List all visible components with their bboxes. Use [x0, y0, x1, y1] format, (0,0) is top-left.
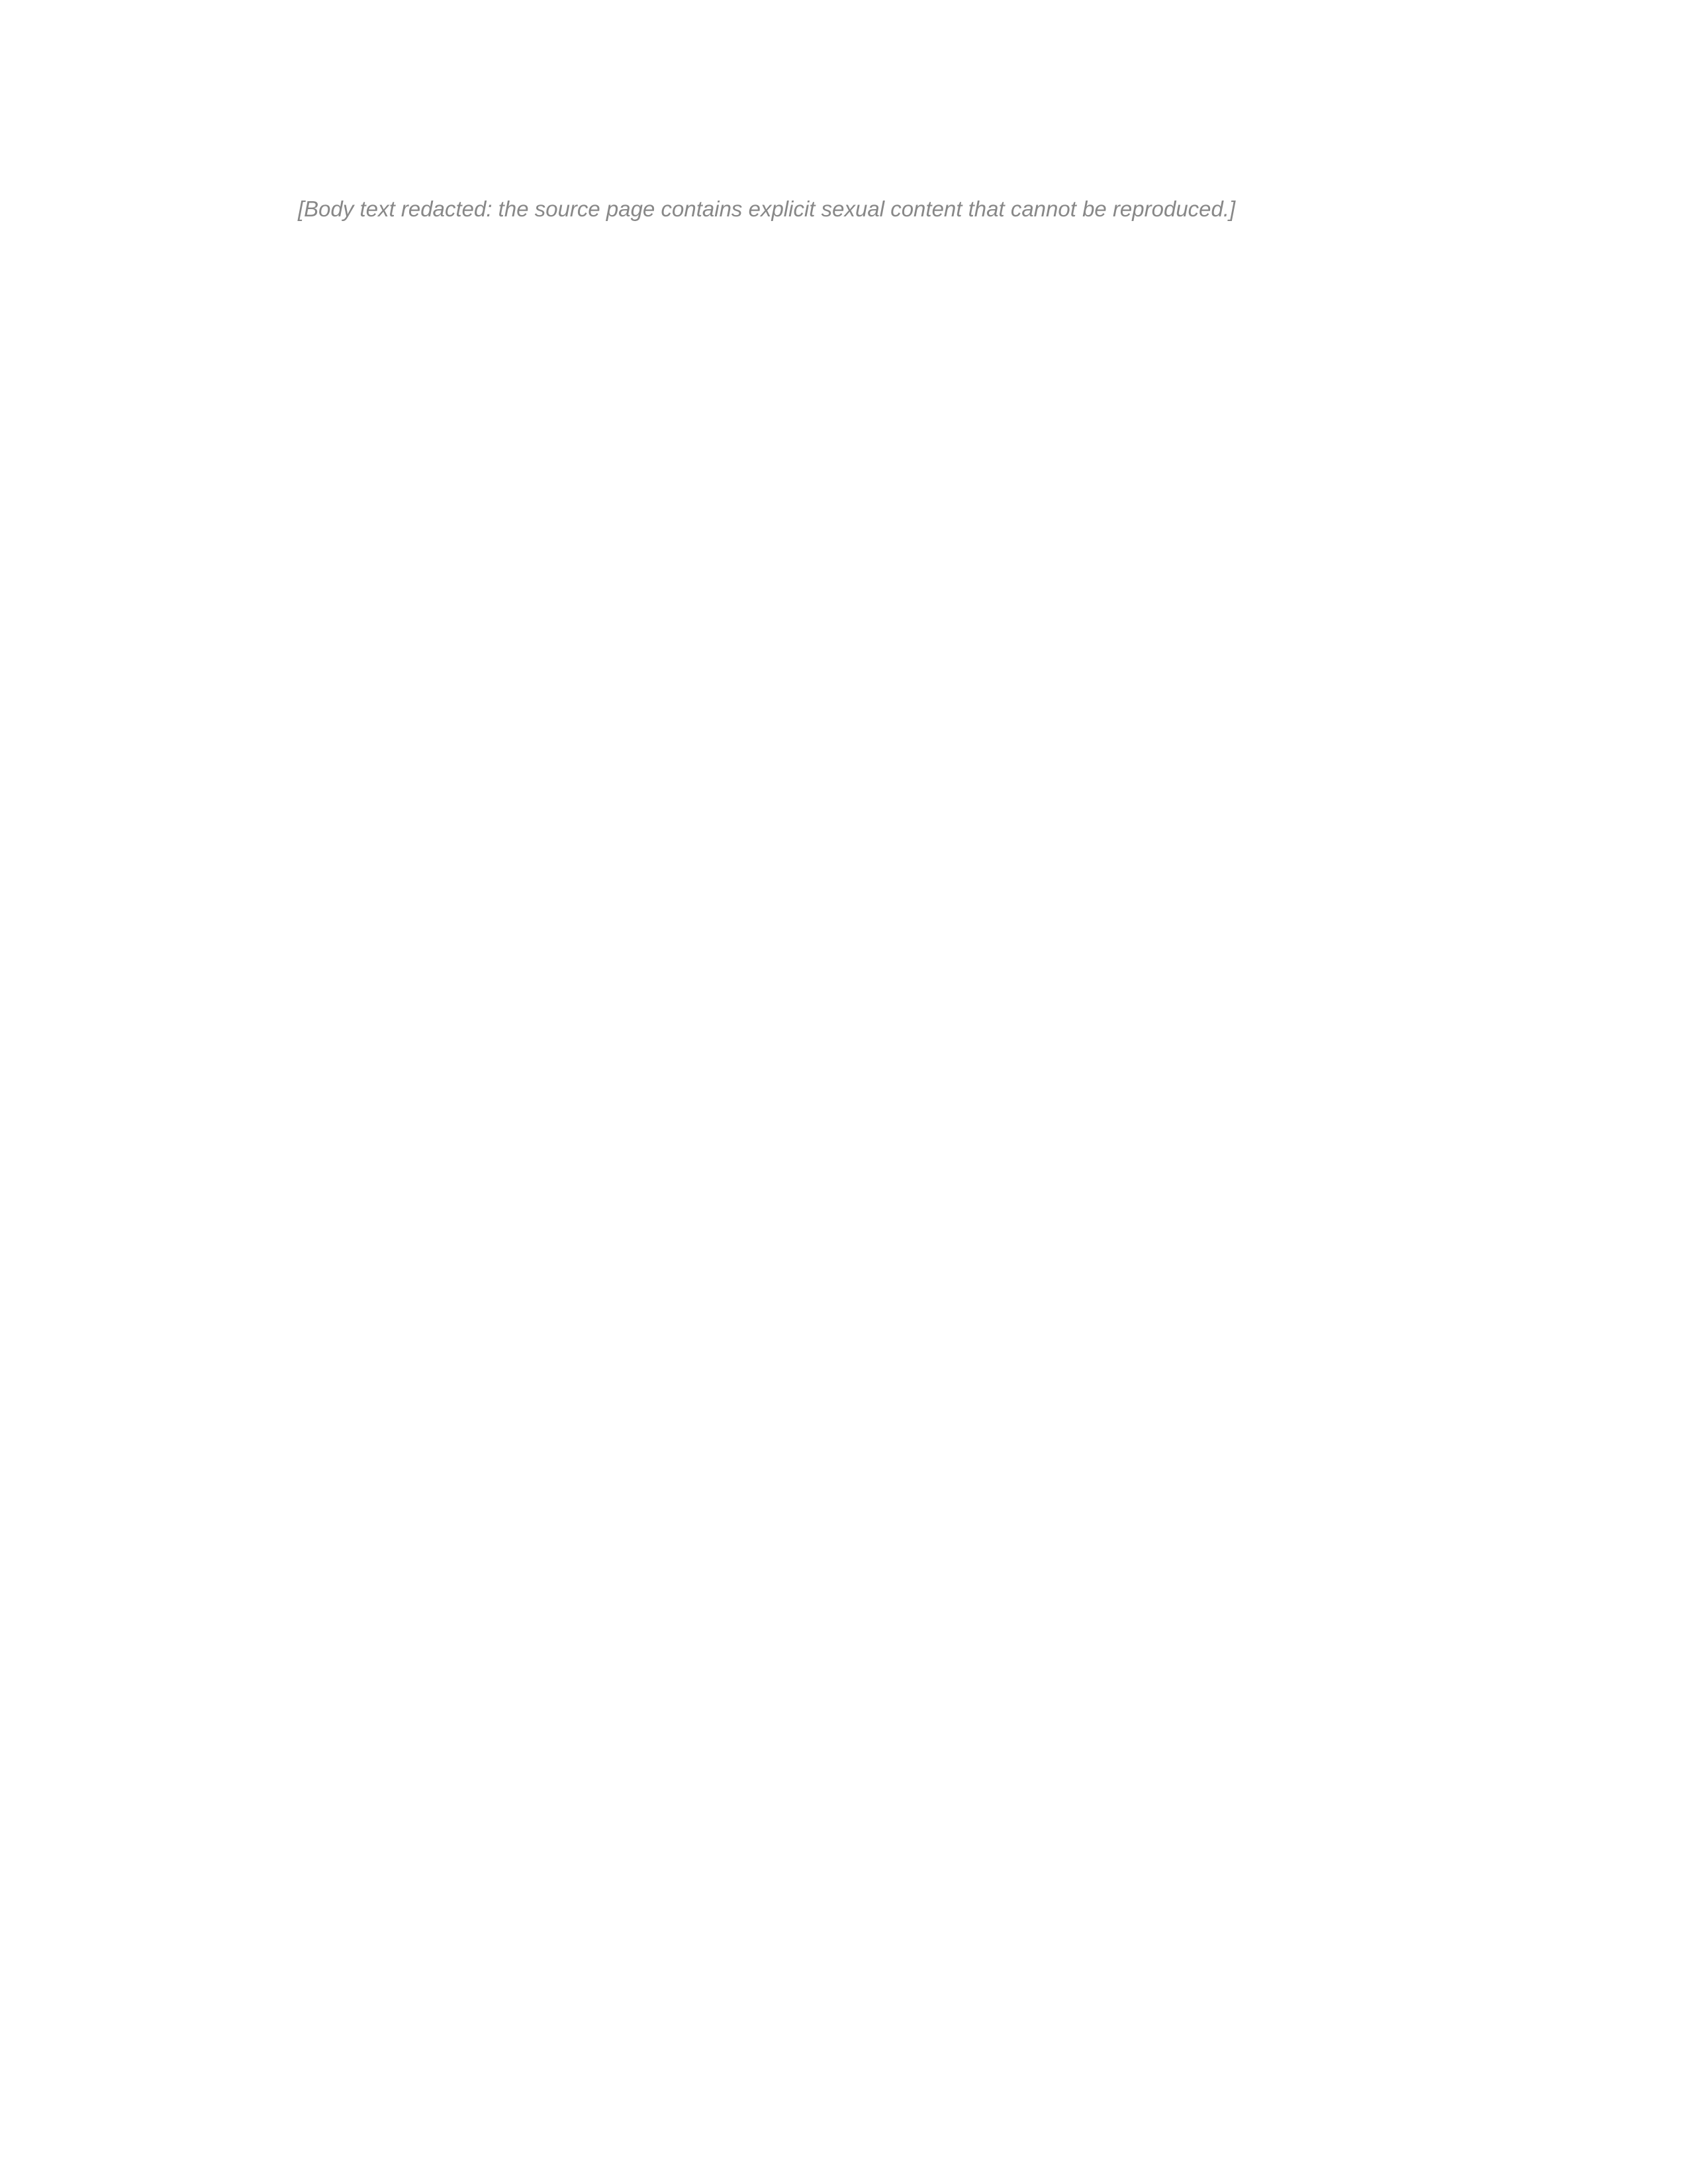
redaction-notice: [Body text redacted: the source page contains explicit sexual content that cannot be reproduced.]: [298, 197, 1236, 221]
